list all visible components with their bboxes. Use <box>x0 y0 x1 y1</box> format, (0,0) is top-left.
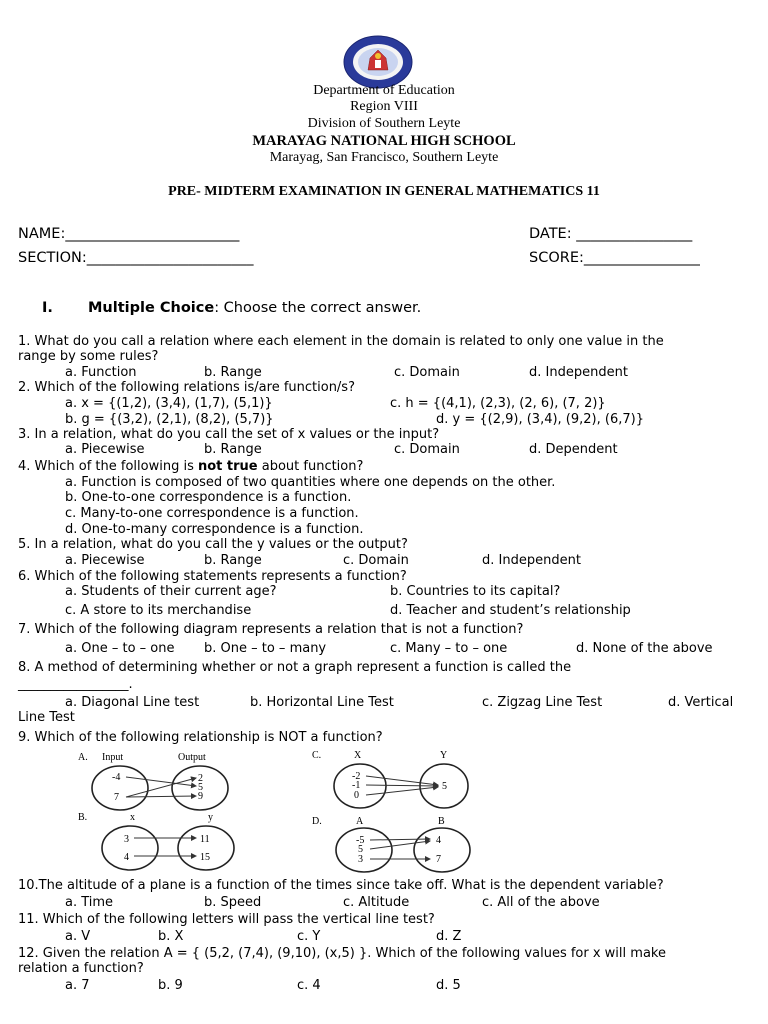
diagram-c-label: C. <box>312 750 322 761</box>
q8-text-line2: _________________. <box>18 677 133 692</box>
q12-option-a[interactable]: a. 7 <box>65 978 90 993</box>
q4-text-post: about function? <box>257 459 364 474</box>
q8-option-d[interactable]: d. Vertical <box>668 695 734 710</box>
q5-option-a[interactable]: a. Piecewise <box>65 553 145 568</box>
q1-option-c[interactable]: c. Domain <box>394 365 460 380</box>
q12-option-c[interactable]: c. 4 <box>297 978 321 993</box>
header-division: Division of Southern Leyte <box>307 116 461 131</box>
diagram-d-right-oval <box>414 828 470 872</box>
diagram-c-arrow <box>366 787 438 795</box>
q10-option-a[interactable]: a. Time <box>65 895 114 910</box>
diagram-d-right-title: B <box>438 816 445 827</box>
q9-text: 9. Which of the following relationship is NOT a function? <box>18 730 383 745</box>
q11-option-c[interactable]: c. Y <box>297 929 321 944</box>
diagram-c[interactable] <box>310 748 480 814</box>
q7-option-c[interactable]: c. Many – to – one <box>390 641 508 656</box>
q1-option-a[interactable]: a. Function <box>65 365 137 380</box>
q12-text-line2: relation a function? <box>18 961 144 976</box>
name-field[interactable]: NAME:________________________ <box>18 226 240 242</box>
q4-text <box>18 459 363 474</box>
diagram-d-left-title: A <box>356 816 364 827</box>
diagram-b-left-oval <box>102 826 158 870</box>
q4-text-pre: 4. Which of the following is <box>18 459 198 474</box>
diagram-b-label: B. <box>78 812 88 823</box>
diagram-d-left-value: 3 <box>358 854 363 865</box>
diagram-a[interactable] <box>76 748 246 814</box>
q2-text: 2. Which of the following relations is/are function/s? <box>18 380 355 395</box>
q11-option-d[interactable]: d. Z <box>436 929 462 944</box>
q8-option-d-cont: Line Test <box>18 710 75 725</box>
diagram-d-right-value: 4 <box>436 835 441 846</box>
q2-option-d[interactable]: d. y = {(2,9), (3,4), (9,2), (6,7)} <box>436 412 644 427</box>
q10-option-d[interactable]: c. All of the above <box>482 895 600 910</box>
diagram-a-right-title: Output <box>178 752 206 763</box>
section-field[interactable]: SECTION:_______________________ <box>18 250 254 266</box>
diagram-a-left-value: 7 <box>114 792 119 803</box>
q10-text: 10.The altitude of a plane is a function of the times since take off. What is the dependent variable? <box>18 878 664 893</box>
diagram-a-arrow <box>126 777 196 786</box>
q6-option-a[interactable]: a. Students of their current age? <box>65 584 277 599</box>
q12-option-b[interactable]: b. 9 <box>158 978 183 993</box>
school-address: Marayag, San Francisco, Southern Leyte <box>269 150 499 165</box>
header-department: Department of Education <box>313 83 455 98</box>
diagram-c-left-value: -2 <box>352 771 361 782</box>
diagram-d[interactable] <box>310 812 480 876</box>
q1-option-b[interactable]: b. Range <box>204 365 262 380</box>
diagram-a-arrow <box>126 796 196 797</box>
q4-option-d[interactable]: d. One-to-many correspondence is a function. <box>65 522 364 537</box>
diagram-a-right-value: 2 <box>198 773 203 784</box>
diagram-c-right-value: 5 <box>442 781 447 792</box>
diagram-b[interactable] <box>76 812 246 876</box>
q10-option-c[interactable]: c. Altitude <box>343 895 410 910</box>
q1-text-line1: 1. What do you call a relation where each element in the domain is related to only one value in the <box>18 334 664 349</box>
q3-option-c[interactable]: c. Domain <box>394 442 460 457</box>
diagram-a-label: A. <box>78 752 88 763</box>
diagram-d-arrow <box>370 839 430 840</box>
diagram-c-left-value: -1 <box>352 780 361 791</box>
diagram-a-arrow <box>126 778 196 797</box>
q11-text: 11. Which of the following letters will pass the vertical line test? <box>18 912 435 927</box>
diagram-c-right-title: Y <box>440 750 448 761</box>
diagram-d-right-value: 7 <box>436 854 441 865</box>
q6-option-b[interactable]: b. Countries to its capital? <box>390 584 561 599</box>
diagram-c-left-title: X <box>354 750 362 761</box>
score-field[interactable]: SCORE:________________ <box>529 250 700 266</box>
q8-option-a[interactable]: a. Diagonal Line test <box>65 695 200 710</box>
diagram-a-left-title: Input <box>102 752 124 763</box>
q7-text: 7. Which of the following diagram represents a relation that is not a function? <box>18 622 524 637</box>
q3-option-b[interactable]: b. Range <box>204 442 262 457</box>
section-title: Multiple Choice <box>88 300 215 316</box>
diagram-b-left-value: 4 <box>124 852 129 863</box>
q7-option-d[interactable]: d. None of the above <box>576 641 713 656</box>
diagram-b-right-title: y <box>208 812 213 823</box>
diagram-a-right-value: 5 <box>198 782 203 793</box>
diagram-a-right-value: 9 <box>198 791 203 802</box>
q4-text-bold: not true <box>197 459 258 474</box>
date-field[interactable]: DATE: ________________ <box>529 226 693 242</box>
diagram-b-right-oval <box>178 826 234 870</box>
diagram-c-left-value: 0 <box>354 790 359 801</box>
q3-option-d[interactable]: d. Dependent <box>529 442 618 457</box>
diagram-b-left-title: x <box>130 812 135 823</box>
q8-option-b[interactable]: b. Horizontal Line Test <box>250 695 394 710</box>
q12-option-d[interactable]: d. 5 <box>436 978 461 993</box>
q11-option-a[interactable]: a. V <box>65 929 91 944</box>
header-region: Region VIII <box>350 99 418 114</box>
q3-option-a[interactable]: a. Piecewise <box>65 442 145 457</box>
section-heading <box>88 300 421 316</box>
deped-seal <box>342 34 414 90</box>
section-instruction: : Choose the correct answer. <box>214 300 422 316</box>
school-name: MARAYAG NATIONAL HIGH SCHOOL <box>252 133 516 149</box>
diagram-b-right-value: 11 <box>200 834 210 845</box>
diagram-b-right-value: 15 <box>200 852 210 863</box>
q1-text-line2: range by some rules? <box>18 349 159 364</box>
q4-option-b[interactable]: b. One-to-one correspondence is a function. <box>65 490 352 505</box>
q4-option-a[interactable]: a. Function is composed of two quantities where one depends on the other. <box>65 475 556 490</box>
exam-title: PRE- MIDTERM EXAMINATION IN GENERAL MATHEMATICS 11 <box>168 184 600 199</box>
q8-text-line1: 8. A method of determining whether or not a graph represent a function is called the <box>18 660 572 675</box>
q7-option-a[interactable]: a. One – to – one <box>65 641 175 656</box>
diagram-a-left-value: -4 <box>112 772 121 783</box>
q1-option-d[interactable]: d. Independent <box>529 365 628 380</box>
q2-option-b[interactable]: b. g = {(3,2), (2,1), (8,2), (5,7)} <box>65 412 274 427</box>
diagram-d-arrow <box>370 841 430 849</box>
diagram-b-left-value: 3 <box>124 834 129 845</box>
diagram-d-label: D. <box>312 816 322 827</box>
q11-option-b[interactable]: b. X <box>158 929 184 944</box>
q3-text: 3. In a relation, what do you call the set of x values or the input? <box>18 427 440 442</box>
section-numeral: I. <box>42 300 53 316</box>
q12-text-line1: 12. Given the relation A = { (5,2, (7,4), (9,10), (x,5) }. Which of the following values for x will make <box>18 946 666 961</box>
q7-option-b[interactable]: b. One – to – many <box>204 641 327 656</box>
q6-text: 6. Which of the following statements represents a function? <box>18 569 407 584</box>
q6-option-c[interactable]: c. A store to its merchandise <box>65 603 252 618</box>
q5-option-c[interactable]: c. Domain <box>343 553 409 568</box>
q2-option-a[interactable]: a. x = {(1,2), (3,4), (1,7), (5,1)} <box>65 396 273 411</box>
diagram-d-left-value: 5 <box>358 844 363 855</box>
q2-option-c[interactable]: c. h = {(4,1), (2,3), (2, 6), (7, 2)} <box>390 396 606 411</box>
diagram-c-arrow <box>366 776 438 785</box>
diagram-d-left-value: -5 <box>356 835 365 846</box>
q4-option-c[interactable]: c. Many-to-one correspondence is a function. <box>65 506 359 521</box>
q8-option-c[interactable]: c. Zigzag Line Test <box>482 695 603 710</box>
q5-option-b[interactable]: b. Range <box>204 553 262 568</box>
q5-text: 5. In a relation, what do you call the y values or the output? <box>18 537 408 552</box>
q10-option-b[interactable]: b. Speed <box>204 895 262 910</box>
diagram-c-arrow <box>366 785 438 786</box>
q5-option-d[interactable]: d. Independent <box>482 553 581 568</box>
q6-option-d[interactable]: d. Teacher and student’s relationship <box>390 603 631 618</box>
